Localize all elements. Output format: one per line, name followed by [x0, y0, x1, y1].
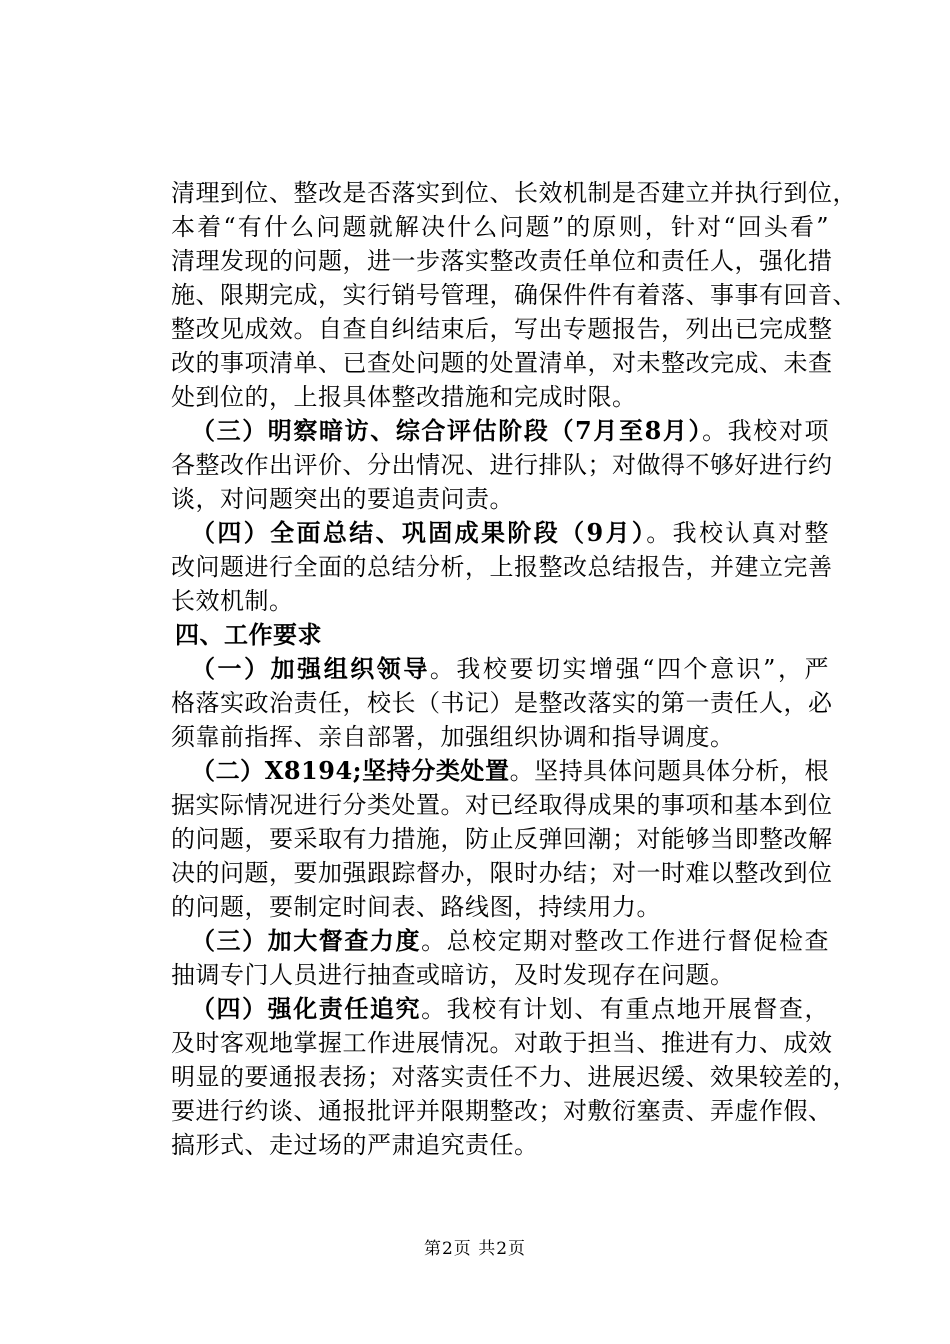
paragraph-line: 施、限期完成，实行销号管理，确保件件有着落、事事有回音、	[171, 281, 857, 309]
section-heading-line	[171, 754, 829, 788]
section-text: 。我校认真对整	[646, 519, 829, 547]
section-text: 。我校对项	[702, 417, 829, 445]
paragraph-line: 及时客观地掌握工作进展情况。对敢于担当、推进有力、成效	[171, 1029, 833, 1057]
paragraph-line: 要进行约谈、通报批评并限期整改；对敷衍塞责、弄虚作假、	[171, 1097, 833, 1125]
paragraph-line: 改的事项清单、已查处问题的处置清单，对未整改完成、未查	[171, 349, 833, 377]
section-text: 。坚持具体问题具体分析，根	[509, 757, 829, 785]
paragraph-line: 须靠前指挥、亲自部署，加强组织协调和指导调度。	[171, 723, 735, 751]
section-heading: （四）全面总结、巩固成果阶段（9月）	[191, 518, 647, 547]
chapter-heading: 四、工作要求	[175, 620, 322, 649]
section-heading-line	[171, 516, 829, 550]
paragraph-line: 整改见成效。自查自纠结束后，写出专题报告，列出已完成整	[171, 315, 833, 343]
paragraph-line: 的问题，要采取有力措施，防止反弹回潮；对能够当即整改解	[171, 825, 833, 853]
section-heading: （四）强化责任追究	[191, 994, 422, 1023]
paragraph-line: 长效机制。	[171, 587, 294, 615]
section-heading-line	[171, 992, 829, 1026]
paragraph-line: 清理发现的问题，进一步落实整改责任单位和责任人，强化措	[171, 247, 833, 275]
paragraph-line: 谈，对问题突出的要追责问责。	[171, 485, 514, 513]
paragraph-line: 的问题，要制定时间表、路线图，持续用力。	[171, 893, 661, 921]
section-text: 。总校定期对整改工作进行督促检查	[421, 927, 829, 955]
paragraph-line: 抽调专门人员进行抽查或暗访，及时发现存在问题。	[171, 961, 735, 989]
section-heading: （三）加大督查力度	[191, 926, 422, 955]
paragraph-line: 搞形式、走过场的严肃追究责任。	[171, 1131, 539, 1159]
document-body	[171, 176, 857, 1162]
section-heading-line	[171, 414, 829, 448]
section-heading: （二）X8194;坚持分类处置	[191, 756, 510, 785]
section-heading-line	[171, 924, 829, 958]
section-text: 。我校有计划、有重点地开展督查，	[421, 995, 829, 1023]
paragraph-line: 决的问题，要加强跟踪督办，限时办结；对一时难以整改到位	[171, 859, 833, 887]
paragraph-line: 改问题进行全面的总结分析，上报整改总结报告，并建立完善	[171, 553, 833, 581]
section-text: 。我校要切实增强“四个意识”，严	[429, 655, 829, 683]
paragraph-line: 格落实政治责任，校长（书记）是整改落实的第一责任人，必	[171, 689, 833, 717]
paragraph-line: 各整改作出评价、分出情况、进行排队；对做得不够好进行约	[171, 451, 833, 479]
chapter-heading-line	[171, 618, 829, 652]
paragraph-line: 本着“有什么问题就解决什么问题”的原则，针对“回头看”	[171, 213, 829, 241]
section-heading: （三）明察暗访、综合评估阶段（7月至8月）	[191, 416, 703, 445]
paragraph-line: 清理到位、整改是否落实到位、长效机制是否建立并执行到位，	[171, 179, 857, 207]
section-heading-line	[171, 652, 829, 686]
paragraph-line: 处到位的，上报具体整改措施和完成时限。	[171, 383, 637, 411]
paragraph-line: 据实际情况进行分类处置。对已经取得成果的事项和基本到位	[171, 791, 833, 819]
paragraph-line: 明显的要通报表扬；对落实责任不力、进展迟缓、效果较差的，	[171, 1063, 857, 1091]
section-heading: （一）加强组织领导	[191, 654, 430, 683]
page-number-footer: 第2页 共2页	[423, 1239, 527, 1259]
